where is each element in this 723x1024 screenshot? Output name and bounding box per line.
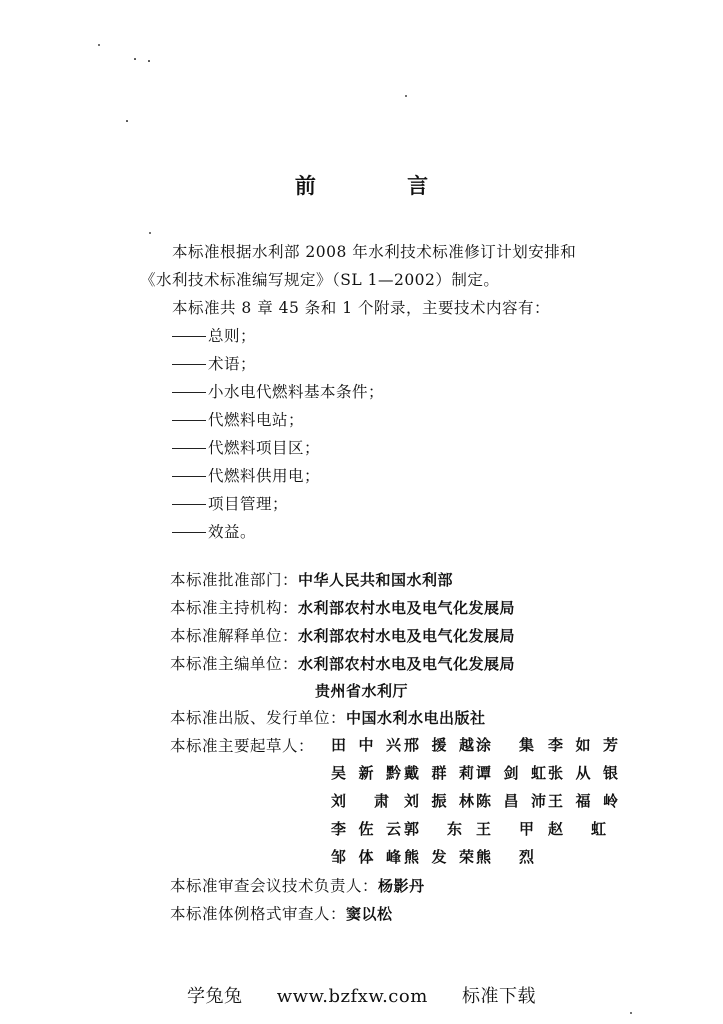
page-title: 前 言 — [294, 174, 471, 198]
scan-speck — [98, 44, 100, 46]
drafter-name: 熊烈 — [476, 848, 534, 866]
publisher-value: 中国水利水电出版社 — [346, 709, 486, 727]
drafter-name: 吴新黔 — [331, 764, 401, 782]
scan-speck — [630, 1012, 632, 1014]
drafter-name: 刘肃 — [331, 792, 389, 810]
drafter-name: 戴群莉 — [404, 764, 474, 782]
content-list-item: 效益。 — [172, 520, 256, 542]
chief-editor-value-2: 贵州省水利厅 — [315, 682, 409, 700]
review-lead-label: 本标准审查会议技术负责人： — [170, 877, 379, 895]
intro-paragraph-line-2: 《水利技术标准编写规定》（SL 1—2002）制定。 — [140, 271, 500, 289]
approving-department-label: 本标准批准部门： — [170, 571, 299, 589]
drafter-name: 赵虹 — [548, 820, 606, 838]
publisher-line — [170, 706, 486, 728]
interpreting-unit-label: 本标准解释单位： — [170, 627, 299, 645]
content-list-item: 总则； — [172, 324, 256, 346]
drafter-name: 郭东 — [404, 820, 462, 838]
drafter-name: 涂集 — [476, 736, 534, 754]
host-organization-line — [170, 596, 515, 618]
intro-paragraph-line-3: 本标准共 8 章 45 条和 1 个附录，主要技术内容有： — [172, 299, 551, 317]
watermark-tagline: 标准下载 — [462, 986, 537, 1007]
chief-editor-line — [170, 652, 515, 674]
scan-speck — [126, 120, 128, 122]
scan-speck — [405, 95, 407, 97]
drafter-name: 王甲 — [476, 820, 534, 838]
drafter-name: 邹体峰 — [331, 848, 401, 866]
drafter-name: 熊发荣 — [404, 848, 474, 866]
chief-editor-value: 水利部农村水电及电气化发展局 — [298, 655, 516, 673]
content-list-item: 代燃料项目区； — [172, 436, 320, 458]
chief-editor-line-2 — [315, 680, 408, 701]
drafters-label: 本标准主要起草人： — [170, 737, 315, 755]
drafter-name: 王福岭 — [548, 792, 618, 810]
drafter-name: 刘振林 — [404, 792, 474, 810]
drafter-name: 陈昌沛 — [476, 792, 546, 810]
content-list-item: 小水电代燃料基本条件； — [172, 380, 384, 402]
scan-speck — [148, 60, 150, 62]
watermark-site-name: 学兔兔 — [186, 986, 243, 1007]
approving-department-value: 中华人民共和国水利部 — [298, 571, 454, 589]
format-reviewer-label: 本标准体例格式审查人： — [170, 905, 347, 923]
intro-paragraph-line-1: 本标准根据水利部 2008 年水利技术标准修订计划安排和 — [172, 243, 577, 261]
content-list-item: 代燃料供用电； — [172, 464, 320, 486]
host-organization-label: 本标准主持机构： — [170, 599, 299, 617]
content-list-item: 项目管理； — [172, 492, 288, 514]
publisher-label: 本标准出版、发行单位： — [170, 709, 347, 727]
review-lead-value: 杨影丹 — [378, 877, 425, 895]
format-reviewer-line — [170, 902, 393, 924]
approving-department-line — [170, 568, 453, 590]
host-organization-value: 水利部农村水电及电气化发展局 — [298, 599, 516, 617]
watermark-url[interactable]: www.bzfxw.com — [276, 986, 428, 1007]
content-list-item: 术语； — [172, 352, 256, 374]
review-lead-line — [170, 874, 425, 896]
content-list-item: 代燃料电站； — [172, 408, 304, 430]
drafter-name: 李佐云 — [331, 820, 401, 838]
drafter-name: 李如芳 — [548, 736, 618, 754]
drafter-name: 张从银 — [548, 764, 618, 782]
scan-speck — [134, 58, 136, 60]
interpreting-unit-value: 水利部农村水电及电气化发展局 — [298, 627, 516, 645]
interpreting-unit-line — [170, 624, 515, 646]
drafter-name: 谭剑虹 — [476, 764, 546, 782]
chief-editor-label: 本标准主编单位： — [170, 655, 299, 673]
drafter-name: 田中兴 — [331, 736, 401, 754]
scan-speck — [149, 232, 151, 234]
drafters-label-line — [170, 734, 314, 756]
drafter-name: 邢援越 — [404, 736, 474, 754]
format-reviewer-value: 窦以松 — [346, 905, 393, 923]
watermark-footer — [0, 982, 723, 1008]
